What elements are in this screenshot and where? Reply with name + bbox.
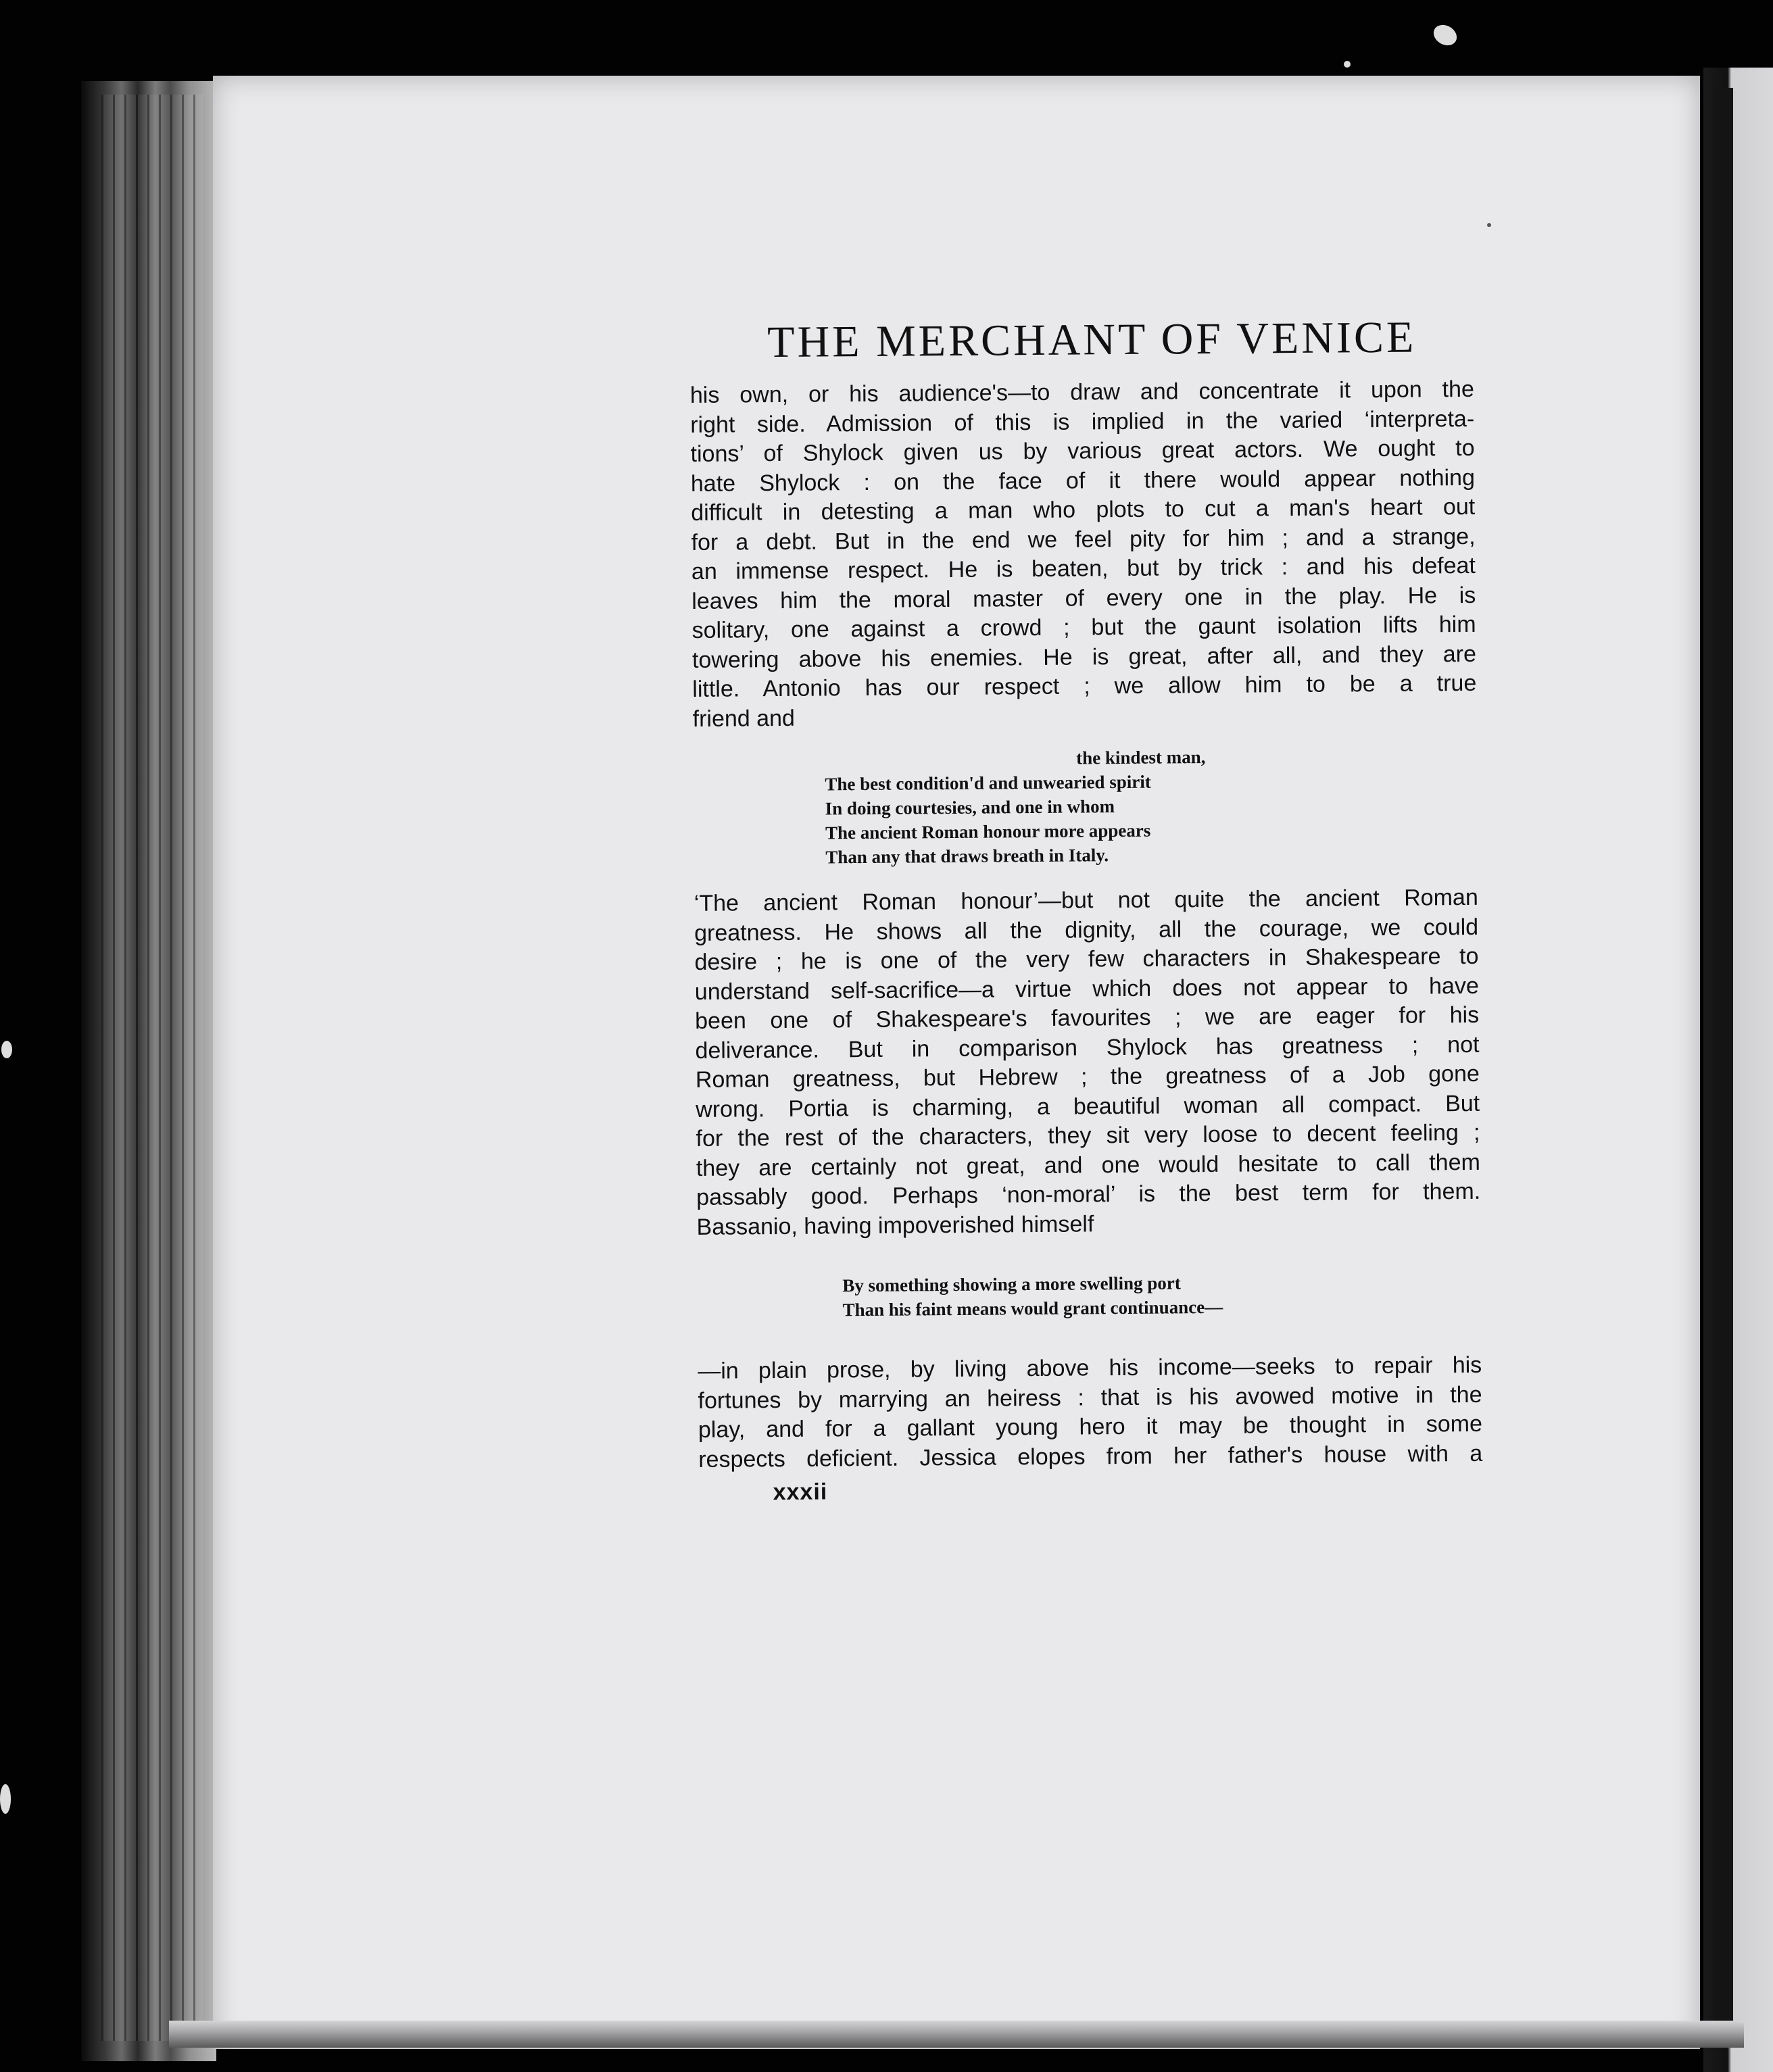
text-line: Roman greatness, but Hebrew ; the greatness of a Job gone <box>695 1060 1480 1093</box>
text-line: little. Antonio has our respect ; we allow him to be a true <box>692 670 1477 702</box>
text-line: deliverance. But in comparison Shylock has greatness ; not <box>695 1031 1480 1064</box>
text-line: right side. Admission of this is implied in the varied ‘interpreta- <box>690 405 1475 438</box>
paragraph-1 <box>690 375 1477 734</box>
verse-line: the kindest man, <box>1076 747 1206 768</box>
text-line: for the rest of the characters, they sit very loose to decent feeling ; <box>696 1119 1480 1152</box>
verse-line: By something showing a more swelling port <box>842 1273 1181 1296</box>
text-line: difficult in detesting a man who plots to cut a man's heart out <box>691 493 1476 526</box>
running-head: THE MERCHANT OF VENICE <box>767 312 1417 368</box>
text-line: Bassanio, having impoverished himself <box>696 1210 1094 1240</box>
text-line: friend and <box>692 705 796 732</box>
text-line: passably good. Perhaps ‘non-moral’ is the best term for them. <box>696 1178 1481 1210</box>
verse-quotation-1 <box>825 743 1478 870</box>
text-line: hate Shylock : on the face of it there would appear nothing <box>690 464 1476 497</box>
verse-line: The best condition'd and unwearied spirit <box>825 771 1151 795</box>
paragraph-3 <box>698 1351 1482 1475</box>
text-line: leaves him the moral master of every one in the play. He is <box>691 582 1476 614</box>
paragraph-2 <box>694 883 1481 1242</box>
page-bottom-edge <box>169 2021 1744 2048</box>
dust-speck <box>1 1041 12 1058</box>
dust-speck <box>1487 223 1491 227</box>
text-line: wrong. Portia is charming, a beautiful woman all compact. But <box>696 1090 1480 1123</box>
dust-speck <box>1344 61 1351 68</box>
right-gutter-shadow <box>1714 88 1733 2048</box>
left-page-edges <box>101 95 203 2041</box>
text-line: play, and for a gallant young hero it may be thought in some <box>698 1410 1483 1443</box>
text-line: desire ; he is one of the very few characters in Shakespeare to <box>694 943 1479 975</box>
verse-line: In doing courtesies, and one in whom <box>825 796 1115 819</box>
text-line: —in plain prose, by living above his income—seeks to repair his <box>698 1352 1482 1384</box>
verse-line: Than any that draws breath in Italy. <box>825 845 1109 868</box>
text-line: ‘The ancient Roman honour’—but not quite the ancient Roman <box>694 884 1478 916</box>
text-line: been one of Shakespeare's favourites ; we are eager for his <box>695 1002 1480 1034</box>
text-line: respects deficient. Jessica elopes from her father's house with a <box>698 1440 1483 1473</box>
text-line: an immense respect. He is beaten, but by trick : and his defeat <box>691 552 1476 585</box>
text-line: fortunes by marrying an heiress : that is his avowed motive in the <box>698 1381 1482 1414</box>
page-content <box>689 312 1483 1506</box>
text-line: his own, or his audience's—to draw and concentrate it upon the <box>689 376 1475 408</box>
text-line: understand self-sacrifice—a virtue which does not appear to have <box>694 972 1479 1005</box>
text-line: tions’ of Shylock given us by various great actors. We ought to <box>690 435 1475 467</box>
text-line: solitary, one against a crowd ; but the gaunt isolation lifts him <box>691 611 1476 643</box>
text-line: for a debt. But in the end we feel pity for him ; and a strange, <box>691 523 1476 556</box>
verse-quotation-2 <box>842 1268 1482 1322</box>
text-line: they are certainly not great, and one would hesitate to call them <box>696 1149 1480 1181</box>
text-line: towering above his enemies. He is great, after all, and they are <box>691 641 1477 673</box>
page-number: xxxii <box>773 1479 828 1506</box>
text-line: greatness. He shows all the dignity, all the courage, we could <box>694 914 1479 946</box>
verse-line: Than his faint means would grant continuance— <box>842 1296 1223 1321</box>
dust-speck <box>0 1784 11 1814</box>
verse-line: The ancient Roman honour more appears <box>825 820 1151 843</box>
